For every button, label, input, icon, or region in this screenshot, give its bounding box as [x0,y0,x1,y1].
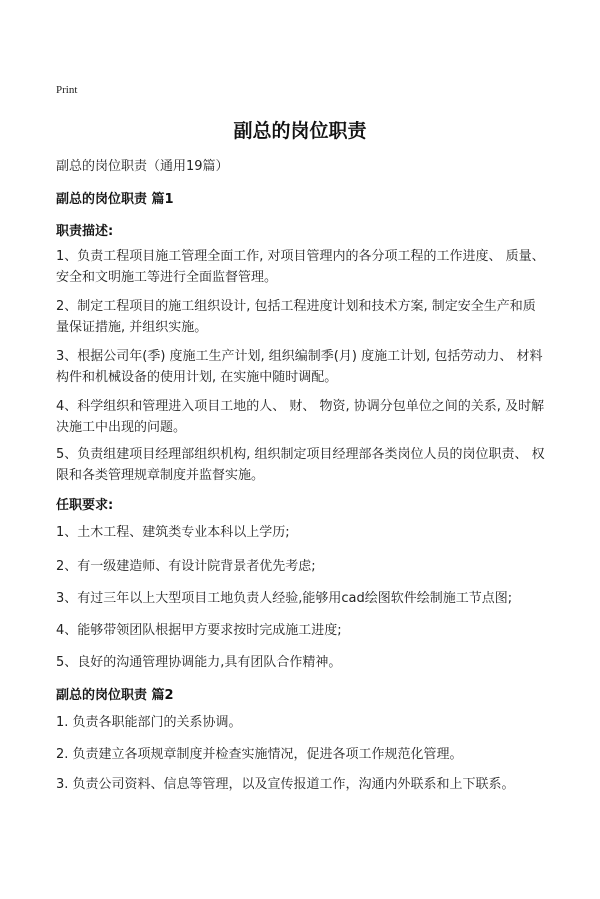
description-item-4: 4、科学组织和管理进入项目工地的人、 财、 物资, 协调分包单位之间的关系, 及时解决施工中出现的问题。 [56,399,545,435]
requirement-item-1: 1、土木工程、建筑类专业本科以上学历; [56,525,290,540]
page-title: 副总的岗位职责 [233,120,367,142]
description-item-1: 1、负责工程项目施工管理全面工作, 对项目管理内的各分项工程的工作进度、 质量、 安全和文明施工等进行全面监督管理。 [56,249,545,285]
document-subtitle: 副总的岗位职责（通用19篇） [56,159,229,174]
section2-item-2: 2. 负责建立各项规章制度并检查实施情况，促进各项工作规范化管理。 [56,747,463,762]
section2-item-3: 3. 负责公司资料、信息等管理，以及宣传报道工作，沟通内外联系和上下联系。 [56,777,515,792]
requirement-item-2: 2、有一级建造师、有设计院背景者优先考虑; [56,559,316,574]
section-heading-1: 副总的岗位职责 篇1 [56,192,174,207]
print-label: Print [56,84,78,96]
section2-item-1: 1. 负责各职能部门的关系协调。 [56,715,242,730]
description-item-2: 2、制定工程项目的施工组织设计, 包括工程进度计划和技术方案, 制定安全生产和质量保证措施, 并组织实施。 [56,299,536,335]
requirement-item-4: 4、能够带领团队根据甲方要求按时完成施工进度; [56,623,342,638]
job-description-heading: 职责描述: [56,224,114,239]
job-requirements-heading: 任职要求: [56,498,114,513]
section-heading-2: 副总的岗位职责 篇2 [56,688,174,703]
description-item-5: 5、负责组建项目经理部组织机构, 组织制定项目经理部各类岗位人员的岗位职责、 权限和各类管理规章制度并监督实施。 [56,447,545,483]
requirement-item-3: 3、有过三年以上大型项目工地负责人经验,能够用cad绘图软件绘制施工节点图; [56,591,513,606]
description-item-3: 3、根据公司年(季) 度施工生产计划, 组织编制季(月) 度施工计划, 包括劳动力、 材料构件和机械设备的使用计划, 在实施中随时调配。 [56,349,543,385]
requirement-item-5: 5、良好的沟通管理协调能力,具有团队合作精神。 [56,655,342,670]
